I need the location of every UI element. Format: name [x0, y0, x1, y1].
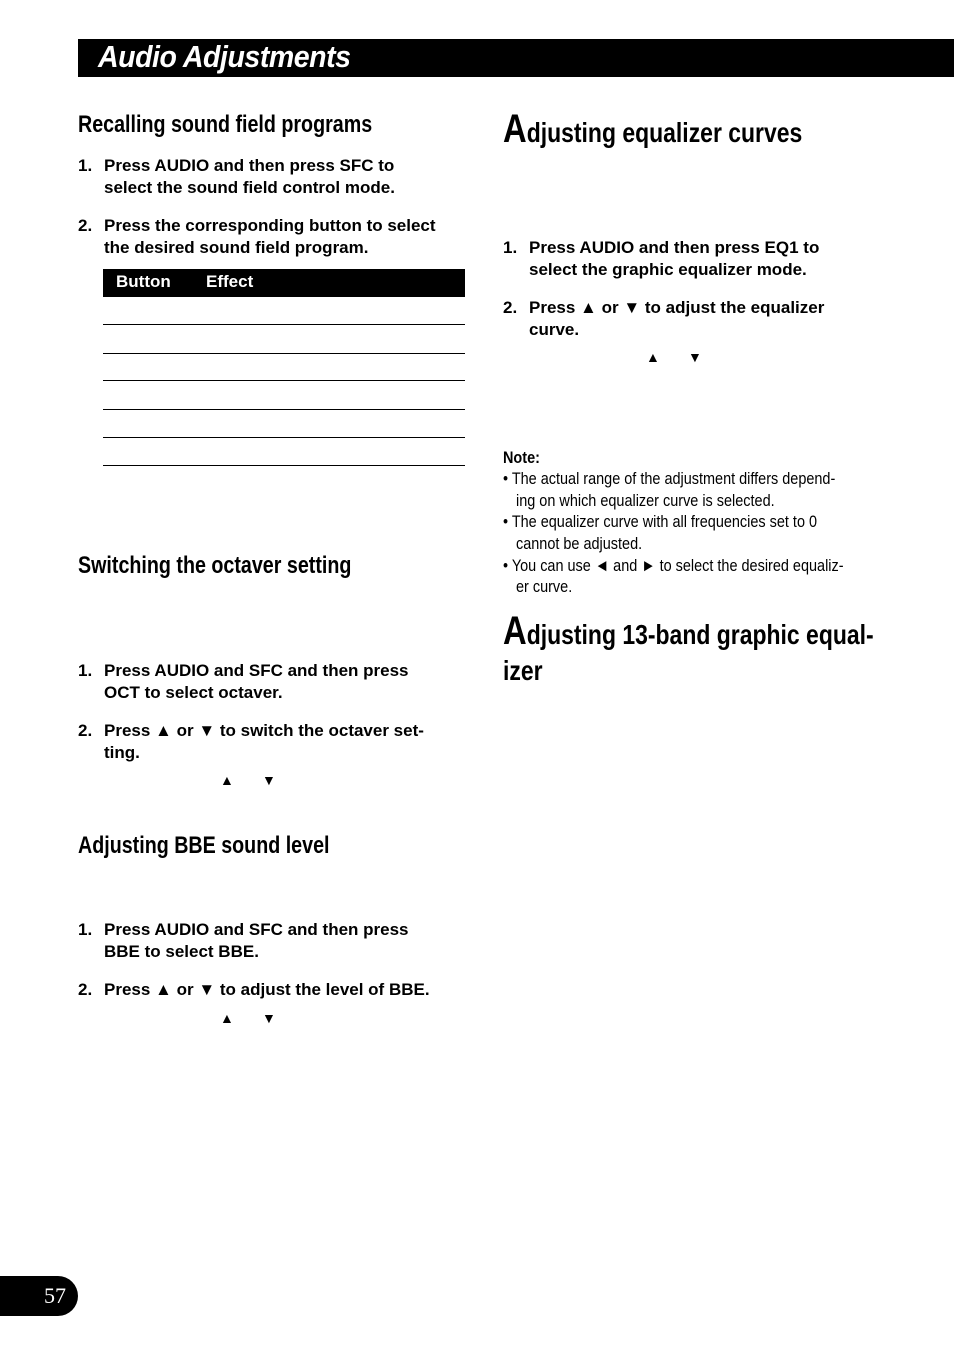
table-row-divider — [103, 353, 465, 354]
up-arrow-icon: ▲ — [220, 1010, 234, 1026]
section-title-13-band — [503, 609, 874, 653]
step-line: Press the corresponding button to select — [104, 216, 436, 235]
step-2-equalizer — [503, 297, 903, 341]
step-number: 1. — [503, 238, 518, 257]
step-line: select the graphic equalizer mode. — [529, 260, 807, 279]
table-row-divider — [103, 409, 465, 410]
drop-cap: A — [503, 609, 527, 653]
step-number: 1. — [78, 156, 93, 175]
down-arrow-icon: ▼ — [688, 349, 702, 365]
table-col-effect: Effect — [206, 272, 254, 291]
step-number: 2. — [78, 216, 93, 235]
step-line: Press AUDIO and then press SFC to — [104, 156, 395, 175]
page-title: Audio Adjustments — [98, 39, 351, 74]
step-number: 1. — [78, 661, 93, 680]
step-line: Press AUDIO and SFC and then press — [104, 661, 409, 680]
note-bullet-cont: cannot be adjusted. — [516, 534, 643, 553]
step-line: ting. — [104, 743, 140, 762]
table-header — [103, 269, 465, 297]
section-title-equalizer-curves — [503, 107, 803, 151]
step-1-octaver — [78, 660, 478, 704]
step-line: BBE to select BBE. — [104, 942, 259, 961]
step-line: curve. — [529, 320, 580, 339]
note-bullet: • The equalizer curve with all frequencies set to 0 — [503, 512, 818, 531]
step-1-bbe — [78, 919, 478, 963]
section-title-octaver: Switching the octaver setting — [78, 552, 352, 579]
section-title-13-band-cont: izer — [503, 655, 543, 686]
table-col-button: Button — [116, 272, 171, 291]
table-row-divider — [103, 437, 465, 438]
step-2-bbe — [78, 979, 478, 1001]
note-bullet-cont: ing on which equalizer curve is selected. — [516, 491, 775, 510]
step-2-octaver — [78, 720, 478, 764]
step-number: 2. — [503, 298, 518, 317]
note-bullet: • You can use ◄ and ► to select the desired equaliz- — [503, 556, 844, 575]
page-number: 57 — [44, 1283, 66, 1308]
note-title: Note: — [503, 448, 540, 467]
section-title-recalling: Recalling sound field programs — [78, 111, 373, 138]
heading-text: djusting equalizer curves — [526, 117, 803, 148]
section-title-bbe: Adjusting BBE sound level — [78, 832, 330, 859]
table-row-divider — [103, 380, 465, 381]
note-bullet-cont: er curve. — [516, 577, 573, 596]
step-number: 2. — [78, 721, 93, 740]
step-line: select the sound field control mode. — [104, 178, 395, 197]
note-bullet: • The actual range of the adjustment differs depend- — [503, 469, 836, 488]
step-line: Press ▲ or ▼ to adjust the equalizer — [529, 298, 825, 317]
down-arrow-icon: ▼ — [262, 772, 276, 788]
step-line: Press ▲ or ▼ to adjust the level of BBE. — [104, 980, 430, 999]
up-arrow-icon: ▲ — [220, 772, 234, 788]
table-row-divider — [103, 465, 465, 466]
down-arrow-icon: ▼ — [262, 1010, 276, 1026]
up-arrow-icon: ▲ — [646, 349, 660, 365]
heading-text: djusting 13-band graphic equal- — [526, 619, 874, 650]
step-1-recalling — [78, 155, 478, 199]
step-line: Press AUDIO and then press EQ1 to — [529, 238, 820, 257]
step-number: 2. — [78, 980, 93, 999]
drop-cap: A — [503, 107, 527, 151]
page-number-tab — [0, 1276, 78, 1316]
step-number: 1. — [78, 920, 93, 939]
step-line: the desired sound field program. — [104, 238, 369, 257]
step-line: Press AUDIO and SFC and then press — [104, 920, 409, 939]
step-1-equalizer — [503, 237, 903, 281]
step-2-recalling — [78, 215, 478, 259]
table-row-divider — [103, 324, 465, 325]
step-line: Press ▲ or ▼ to switch the octaver set- — [104, 721, 424, 740]
step-line: OCT to select octaver. — [104, 683, 283, 702]
